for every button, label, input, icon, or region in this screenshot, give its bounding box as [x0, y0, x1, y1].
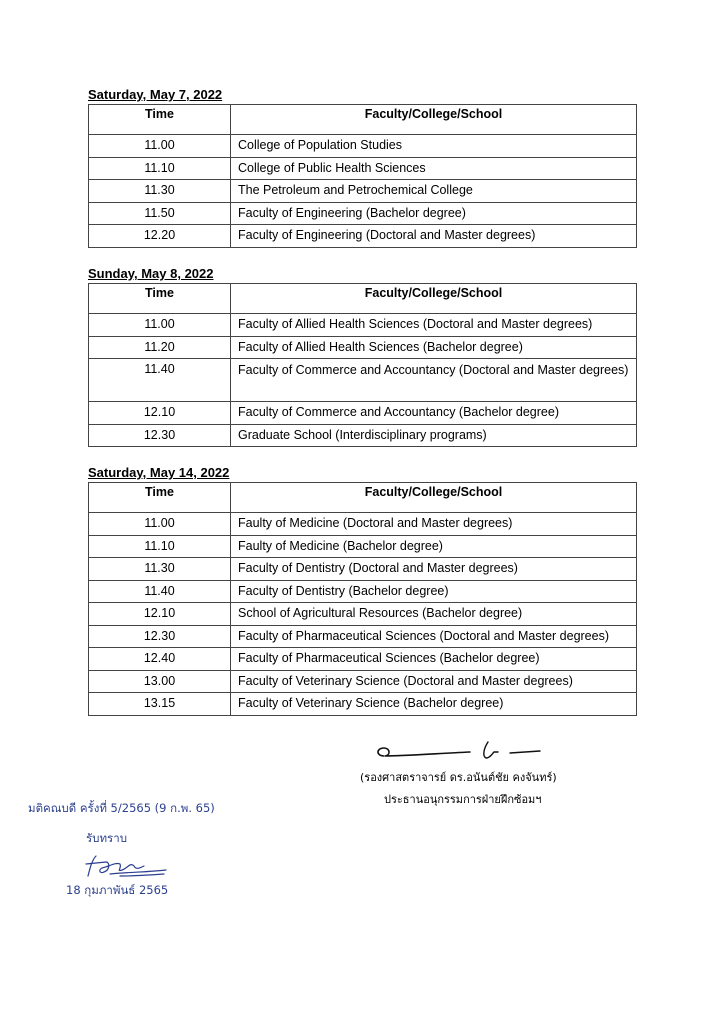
time-cell: 11.20 — [89, 336, 231, 359]
table-row — [89, 225, 637, 248]
faculty-column-header: Faculty/College/School — [231, 483, 637, 513]
faculty-column-header: Faculty/College/School — [231, 284, 637, 314]
time-cell: 12.20 — [89, 225, 231, 248]
approval-signature — [80, 850, 170, 880]
section-date: Saturday, May 7, 2022 — [88, 87, 223, 102]
table-row — [89, 424, 637, 447]
section-date: Saturday, May 14, 2022 — [88, 465, 230, 480]
faculty-column-header: Faculty/College/School — [231, 105, 637, 135]
faculty-cell: Faulty of Medicine (Bachelor degree) — [231, 535, 637, 558]
faculty-cell: College of Population Studies — [231, 135, 637, 158]
time-cell: 12.30 — [89, 424, 231, 447]
faculty-cell: School of Agricultural Resources (Bachelor degree) — [231, 603, 637, 626]
time-cell: 11.50 — [89, 202, 231, 225]
signatory-title: ประธานอนุกรรมการฝ่ายฝึกซ้อมฯ — [384, 793, 542, 806]
table-row — [89, 625, 637, 648]
handwritten-signature — [370, 736, 545, 766]
faculty-cell: Faculty of Engineering (Bachelor degree) — [231, 202, 637, 225]
time-cell: 13.15 — [89, 693, 231, 716]
schedule-section-may14 — [88, 464, 637, 716]
faculty-cell: Faculty of Commerce and Accountancy (Doctoral and Master degrees) — [231, 359, 637, 402]
table-row — [89, 202, 637, 225]
time-cell: 13.00 — [89, 670, 231, 693]
time-cell: 11.10 — [89, 157, 231, 180]
table-row — [89, 580, 637, 603]
chairman-signature-block — [360, 736, 590, 808]
time-column-header: Time — [89, 483, 231, 513]
table-row — [89, 336, 637, 359]
table-header-row — [89, 284, 637, 314]
time-cell: 12.30 — [89, 625, 231, 648]
time-column-header: Time — [89, 284, 231, 314]
time-cell: 11.00 — [89, 314, 231, 337]
time-cell: 12.10 — [89, 402, 231, 425]
faculty-cell: Faculty of Veterinary Science (Bachelor degree) — [231, 693, 637, 716]
faculty-cell: Faculty of Dentistry (Bachelor degree) — [231, 580, 637, 603]
acknowledged-line: รับทราบ — [86, 831, 127, 845]
faculty-cell: Faculty of Veterinary Science (Doctoral and Master degrees) — [231, 670, 637, 693]
faculty-cell: Faculty of Commerce and Accountancy (Bachelor degree) — [231, 402, 637, 425]
table-row — [89, 180, 637, 203]
faculty-cell: Faculty of Allied Health Sciences (Doctoral and Master degrees) — [231, 314, 637, 337]
resolution-line: มติคณบดี ครั้งที่ 5/2565 (9 ก.พ. 65) — [28, 801, 215, 815]
faculty-cell: Faculty of Engineering (Doctoral and Master degrees) — [231, 225, 637, 248]
table-row — [89, 402, 637, 425]
faculty-cell: College of Public Health Sciences — [231, 157, 637, 180]
table-row — [89, 693, 637, 716]
schedule-table — [88, 104, 637, 248]
time-cell: 11.10 — [89, 535, 231, 558]
schedule-section-may7 — [88, 86, 637, 248]
faculty-cell: Graduate School (Interdisciplinary programs) — [231, 424, 637, 447]
faculty-cell: Faulty of Medicine (Doctoral and Master degrees) — [231, 513, 637, 536]
time-cell: 11.30 — [89, 180, 231, 203]
table-row — [89, 135, 637, 158]
section-date: Sunday, May 8, 2022 — [88, 266, 214, 281]
table-row — [89, 558, 637, 581]
time-cell: 12.40 — [89, 648, 231, 671]
table-row — [89, 603, 637, 626]
approval-note — [28, 800, 215, 900]
table-row — [89, 157, 637, 180]
table-header-row — [89, 483, 637, 513]
time-cell: 11.00 — [89, 135, 231, 158]
time-cell: 11.30 — [89, 558, 231, 581]
table-header-row — [89, 105, 637, 135]
faculty-cell: Faculty of Dentistry (Doctoral and Master degrees) — [231, 558, 637, 581]
time-cell: 11.40 — [89, 580, 231, 603]
table-row — [89, 314, 637, 337]
table-row — [89, 535, 637, 558]
table-row — [89, 359, 637, 402]
schedule-section-may8 — [88, 265, 637, 447]
faculty-cell: Faculty of Pharmaceutical Sciences (Doctoral and Master degrees) — [231, 625, 637, 648]
signatory-name: (รองศาสตราจารย์ ดร.อนันต์ชัย คงจันทร์) — [360, 771, 557, 784]
table-row — [89, 670, 637, 693]
time-column-header: Time — [89, 105, 231, 135]
time-cell: 12.10 — [89, 603, 231, 626]
schedule-table — [88, 482, 637, 716]
schedule-table — [88, 283, 637, 447]
time-cell: 11.40 — [89, 359, 231, 402]
approval-date: 18 กุมภาพันธ์ 2565 — [66, 883, 169, 897]
faculty-cell: The Petroleum and Petrochemical College — [231, 180, 637, 203]
faculty-cell: Faculty of Allied Health Sciences (Bachelor degree) — [231, 336, 637, 359]
time-cell: 11.00 — [89, 513, 231, 536]
table-row — [89, 648, 637, 671]
faculty-cell: Faculty of Pharmaceutical Sciences (Bachelor degree) — [231, 648, 637, 671]
table-row — [89, 513, 637, 536]
